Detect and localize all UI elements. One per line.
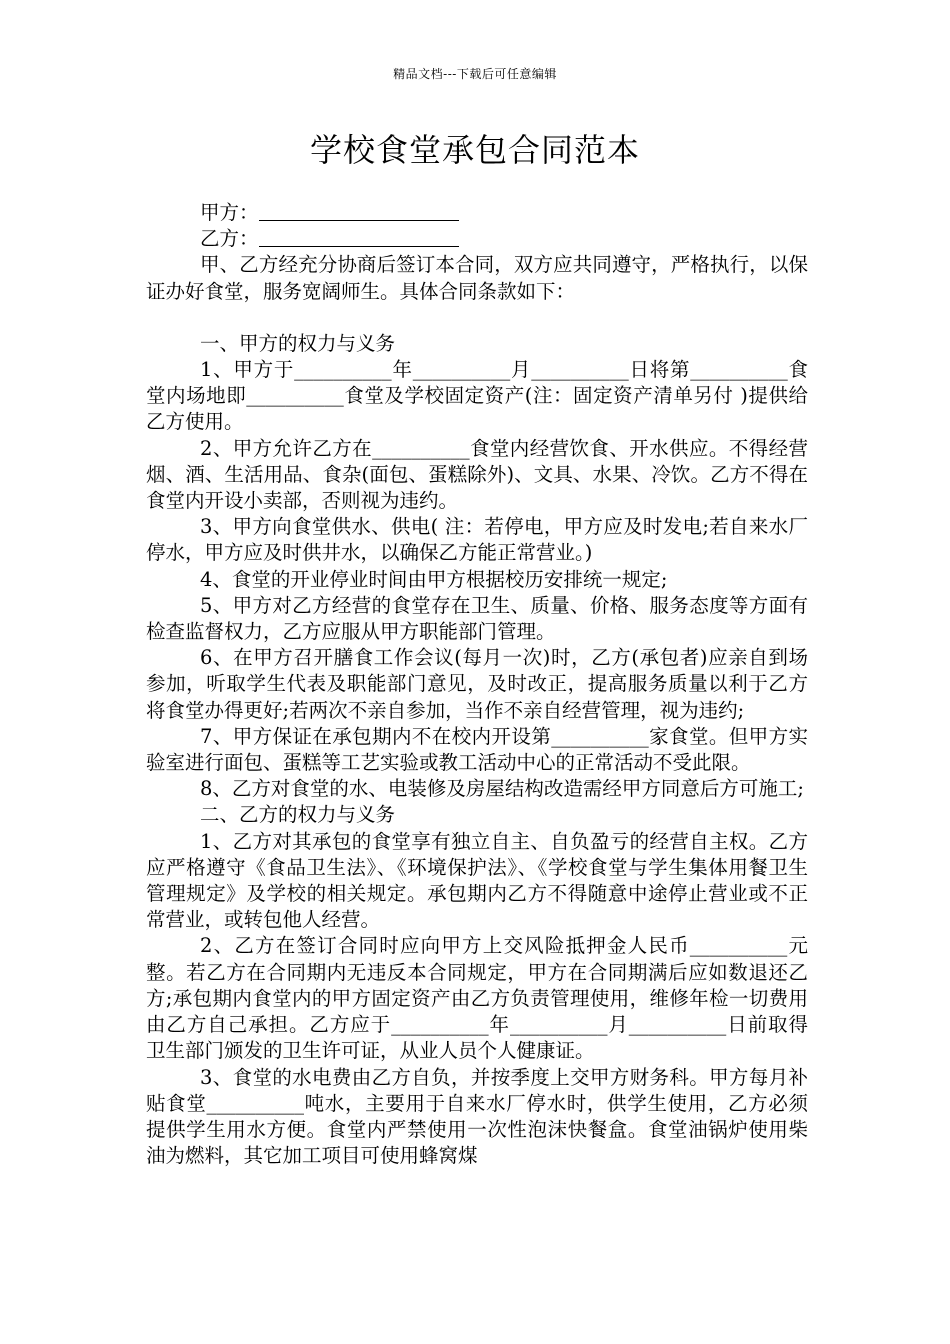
party-a-line bbox=[146, 200, 808, 226]
section-1-item: 5、甲方对乙方经营的食堂存在卫生、质量、价格、服务态度等方面有检查监督权力，乙方应服从甲方职能部门管理。 bbox=[146, 593, 808, 644]
section-1-item: 3、甲方向食堂供水、供电( 注：若停电，甲方应及时发电;若自来水厂停水，甲方应及时供井水，以确保乙方能正常营业。) bbox=[146, 515, 808, 565]
section-2-item: 2、乙方在签订合同时应向甲方上交风险抵押金人民币__________元整。若乙方在合同期内无违反本合同规定，甲方在合同期满后应如数退还乙方;承包期内食堂内的甲方固定资产由乙方负责管理使用，维修年检一切费用由乙方自己承担。乙方应于__________年__________月__________日前取得卫生部门颁发的卫生许可证，从业人员个人健康证。 bbox=[146, 934, 808, 1063]
section-1-item: 8、乙方对食堂的水、电装修及房屋结构改造需经甲方同意后方可施工; bbox=[200, 777, 804, 801]
section-2-item: 1、乙方对其承包的食堂享有独立自主、自负盈亏的经营自主权。乙方应严格遵守《食品卫生法》、《环境保护法》、《学校食堂与学生集体用餐卫生管理规定》及学校的相关规定。承包期内乙方不得随意中途停止营业或不正常营业，或转包他人经营。 bbox=[146, 829, 808, 932]
party-b-blank bbox=[259, 228, 459, 247]
header-note: 精品文档---下载后可任意编辑 bbox=[393, 67, 557, 81]
section-2-heading: 二、乙方的权力与义务 bbox=[200, 803, 396, 827]
section-1-item: 4、食堂的开业停业时间由甲方根据校历安排统一规定; bbox=[200, 567, 668, 591]
section-1-item: 7、甲方保证在承包期内不在校内开设第__________家食堂。但甲方实验室进行面包、蛋糕等工艺实验或教工活动中心的正常活动不受此限。 bbox=[146, 724, 808, 775]
section-2-item: 3、食堂的水电费由乙方自负，并按季度上交甲方财务科。甲方每月补贴食堂__________吨水，主要用于自来水厂停水时，供学生使用，乙方必须提供学生用水方便。食堂内严禁使用一次性泡沫快餐盒。食堂油锅炉使用柴油为燃料，其它加工项目可使用蜂窝煤 bbox=[146, 1065, 808, 1168]
party-b-label: 乙方： bbox=[200, 227, 259, 251]
section-1-item: 2、甲方允许乙方在__________食堂内经营饮食、开水供应。不得经营烟、酒、生活用品、食杂(面包、蛋糕除外)、文具、水果、冷饮。乙方不得在食堂内开设小卖部，否则视为违约。 bbox=[146, 436, 808, 513]
section-1-item: 6、在甲方召开膳食工作会议(每月一次)时，乙方(承包者)应亲自到场参加，听取学生代表及职能部门意见，及时改正，提高服务质量以利于乙方将食堂办得更好;若两次不亲自参加，当作不亲自经营管理，视为违约; bbox=[146, 646, 808, 722]
party-b-line bbox=[146, 226, 808, 252]
section-1-heading: 一、甲方的权力与义务 bbox=[200, 331, 396, 355]
party-a-blank bbox=[259, 202, 459, 221]
party-a-label: 甲方： bbox=[200, 201, 259, 224]
section-1-item: 1、甲方于__________年__________月__________日将第__________食堂内场地即__________食堂及学校固定资产(注：固定资产清单另付 )提供给乙方使用。 bbox=[146, 358, 808, 434]
spacer bbox=[146, 305, 808, 331]
contract-body bbox=[146, 200, 808, 1169]
document-title: 学校食堂承包合同范本 bbox=[309, 131, 640, 169]
intro-paragraph: 甲、乙方经充分协商后签订本合同，双方应共同遵守，严格执行，以保证办好食堂，服务宽阔师生。具体合同条款如下： bbox=[146, 253, 808, 303]
